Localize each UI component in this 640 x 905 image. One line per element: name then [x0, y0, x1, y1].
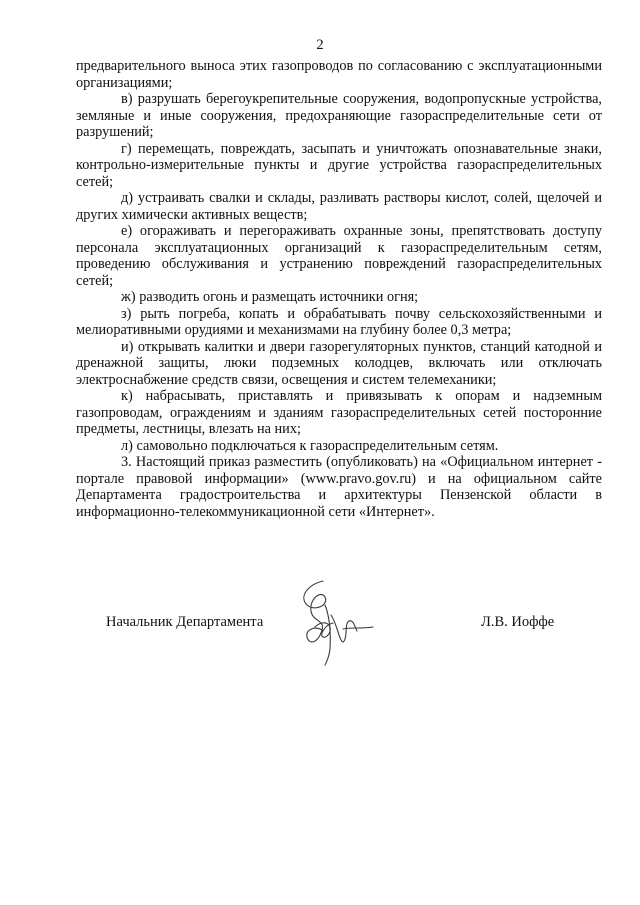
paragraph-item-z: з) рыть погреба, копать и обрабатывать почву сельскохозяйственными и мелиоративными орудиями и механизмами на глубину более 0,3 метра; [76, 305, 602, 338]
signatory-title: Начальник Департамента [106, 614, 264, 630]
paragraph-item-l: л) самовольно подключаться к газораспределительным сетям. [121, 437, 499, 454]
paragraph-item-g: г) перемещать, повреждать, засыпать и уничтожать опознавательные знаки, контрольно-измерительные пункты и другие устройства газораспределительных сетей; [76, 140, 602, 190]
paragraph-item-e: е) огораживать и перегораживать охранные зоны, препятствовать доступу персонала эксплуатационных организаций к газораспределительным сетям, проведению обслуживания и устранению повреждений газораспределительных сетей; [76, 223, 602, 289]
paragraph-item-d: д) устраивать свалки и склады, разливать растворы кислот, солей, щелочей и других химически активных веществ; [76, 190, 602, 223]
paragraph-clause-3: 3. Настоящий приказ разместить (опубликовать) на «Официальном интернет - портале правовой информации» (www.pravo.gov.ru) и на официальном сайте Департамента градостроительства и архитектуры Пензенской области в информационно-телекоммуникационной сети «Интернет». [76, 454, 602, 520]
page-number: 2 [316, 37, 324, 53]
paragraph-item-zh: ж) разводить огонь и размещать источники огня; [121, 289, 419, 305]
paragraph-continuation: предварительного выноса этих газопроводов по согласованию с эксплуатационными организациями; [76, 58, 602, 91]
signatory-name: Л.В. Иоффе [481, 614, 555, 630]
document-body [76, 58, 602, 520]
paragraph-item-k: к) набрасывать, приставлять и привязывать к опорам и надземным газопроводам, ограждениям и зданиям газораспределительных сетей посторонние предметы, лестницы, влезать на них; [76, 388, 602, 437]
paragraph-item-i: и) открывать калитки и двери газорегуляторных пунктов, станций катодной и дренажной защиты, люки подземных колодцев, включать или отключать электроснабжение средств связи, освещения и систем телемеханики; [76, 338, 602, 388]
paragraph-item-v: в) разрушать берегоукрепительные сооружения, водопропускные устройства, земляные и иные сооружения, предохраняющие газораспределительные сети от разрушений; [76, 91, 602, 140]
handwritten-signature [285, 575, 380, 670]
